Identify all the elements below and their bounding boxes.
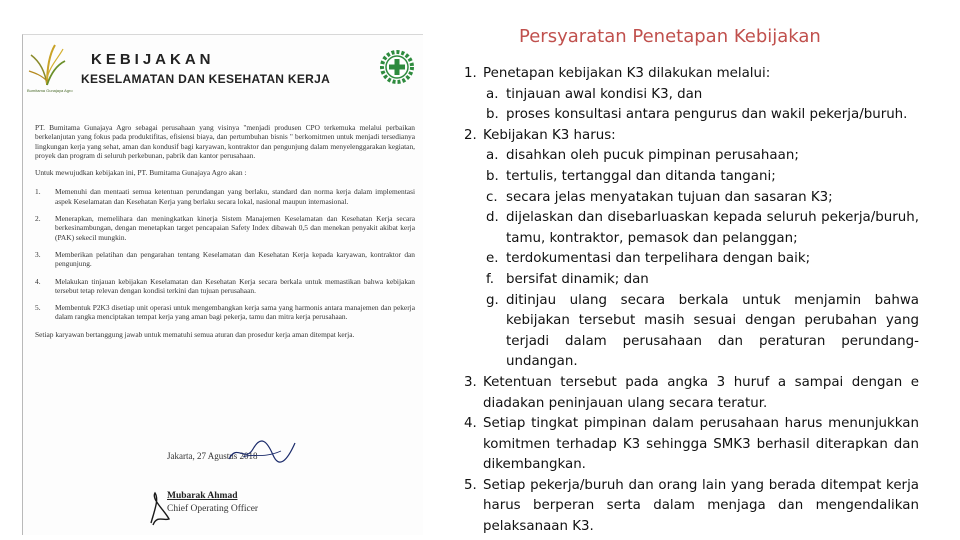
requirement-sub-letter: a. — [486, 86, 499, 102]
document-commitment-item — [35, 250, 415, 269]
palm-leaf-logo-icon — [27, 41, 67, 87]
requirements-list — [464, 64, 919, 538]
requirement-sub-item — [486, 146, 919, 167]
requirement-sub-item — [486, 85, 919, 106]
k3-logo — [379, 49, 419, 97]
requirement-number: 4. — [464, 416, 477, 432]
requirement-sub-item — [486, 249, 919, 270]
signer-name: Mubarak Ahmad — [167, 491, 238, 501]
document-title: KEBIJAKAN — [91, 51, 215, 68]
document-commitment-item — [35, 187, 415, 206]
document-subtitle: KESELAMATAN DAN KESEHATAN KERJA — [81, 72, 331, 86]
requirement-sub-text: secara jelas menyatakan tujuan dan sasaran K3; — [506, 189, 833, 205]
requirement-sub-text: tinjauan awal kondisi K3, dan — [506, 86, 703, 102]
requirement-text: Ketentuan tersebut pada angka 3 huruf a sampai dengan e diadakan peninjauan ulang secara teratur. — [483, 374, 919, 411]
company-logo — [27, 41, 71, 101]
requirement-sub-item — [486, 270, 919, 291]
requirement-sub-letter: f. — [486, 271, 494, 287]
requirement-sub-text: proses konsultasi antara pengurus dan wakil pekerja/buruh. — [506, 107, 908, 123]
document-commitments — [35, 187, 415, 321]
requirement-sub-text: terdokumentasi dan terpelihara dengan baik; — [506, 251, 811, 267]
company-logo-caption: Bumitama Gunajaya Agro — [27, 88, 73, 93]
document-commitment-item — [35, 303, 415, 322]
document-date: Jakarta, 27 Agustus 2018 — [167, 451, 258, 461]
requirement-sub-letter: d. — [486, 210, 499, 226]
document-commitment-text: Memenuhi dan mentaati semua ketentuan perundangan yang berlaku, standard dan norma kerja dalam implementasi aspek Keselamatan dan Kesehatan Kerja yang berlaku secara lokal, nasional maupun internasional. — [55, 187, 415, 206]
requirement-sub-letter: g. — [486, 292, 499, 308]
document-commitment-text: Memberikan pelatihan dan pengarahan tentang Keselamatan dan Kesehatan Kerja kepada karyawan, kontraktor dan pengunjung. — [55, 249, 415, 269]
document-commitment-text: Melakukan tinjauan kebijakan Keselamatan dan Kesehatan Kerja secara berkala untuk memastikan bahwa kebijakan tersebut tetap relevan dengan kondisi terkini dan tujuan perusahaan. — [55, 276, 415, 295]
requirement-sub-item — [486, 291, 919, 373]
requirement-text: Setiap tingkat pimpinan dalam perusahaan harus menunjukkan komitmen terhadap K3 sehingga SMK3 berhasil diterapkan dan dikembangkan. — [483, 416, 919, 473]
slide-title: Persyaratan Penetapan Kebijakan — [519, 26, 821, 47]
document-header — [23, 35, 423, 99]
requirement-sub-letter: a. — [486, 148, 499, 164]
document-commitment-number: 5. — [35, 303, 41, 313]
document-commitment-text: Membentuk P2K3 disetiap unit operasi untuk mengembangkan kerja sama yang harmonis antara manajemen dan pekerja dalam rangka menciptakan tempat kerja yang aman bagi pekerja, tamu dan mitra kerja perusahaan. — [55, 303, 415, 322]
requirement-item — [464, 64, 919, 126]
document-body — [35, 123, 415, 339]
requirement-sub-text: tertulis, tertanggal dan ditanda tangani; — [506, 168, 776, 184]
requirement-item — [464, 373, 919, 414]
requirement-sub-text: ditinjau ulang secara berkala untuk menjamin bahwa kebijakan tersebut masih sesuai dengan perubahan yang terjadi dalam perusahaan dan peraturan perundang-undangan. — [506, 292, 919, 370]
document-closing: Setiap karyawan bertanggung jawab untuk mematuhi semua aturan dan prosedur kerja aman ditempat kerja. — [35, 329, 355, 339]
requirement-sub-item — [486, 208, 919, 249]
requirement-sub-letter: b. — [486, 168, 499, 184]
requirement-text: Kebijakan K3 harus: — [483, 127, 616, 143]
requirement-sub-letter: b. — [486, 107, 499, 123]
requirement-sub-text: bersifat dinamik; dan — [506, 271, 649, 287]
safety-gear-cross-icon — [379, 49, 415, 85]
requirement-number: 2. — [464, 127, 477, 143]
signer-title: Chief Operating Officer — [167, 504, 259, 514]
requirement-sub-item — [486, 105, 919, 126]
requirement-text: Setiap pekerja/buruh dan orang lain yang berada ditempat kerja harus berperan serta dalam menjaga dan mengendalikan pelaksanaan K3. — [483, 477, 919, 535]
requirement-text: Penetapan kebijakan K3 dilakukan melalui: — [483, 66, 771, 81]
requirement-item — [464, 476, 919, 538]
requirement-sub-text: disahkan oleh pucuk pimpinan perusahaan; — [506, 148, 799, 164]
document-commitment-number: 4. — [35, 276, 41, 286]
requirement-sub-letter: e. — [486, 251, 499, 267]
policy-document — [22, 34, 423, 535]
document-commitment-item — [35, 214, 415, 242]
requirement-sub-item — [486, 188, 919, 209]
document-commitment-number: 3. — [35, 249, 41, 259]
requirement-item — [464, 414, 919, 476]
document-intro: PT. Bumitama Gunajaya Agro sebagai perusahaan yang visinya "menjadi produsen CPO terkemuka melalui perbaikan berkelanjutan yang fokus pada produktifitas, efisiensi biaya, dan pertumbuhan bisnis " berkomitmen untuk menjadi tersedianya lingkungan kerja yang sehat, aman dan kondusif bagi karyawan, kontraktor dan pengunjung dalam menyelenggarakan kegiatan, proyek dan program di seluruh perkebunan, pabrik dan kantor perusahaan. — [35, 123, 415, 160]
requirement-sub-item — [486, 167, 919, 188]
requirement-number: 5. — [464, 477, 477, 493]
document-commitment-number: 2. — [35, 214, 41, 224]
document-lead: Untuk mewujudkan kebijakan ini, PT. Bumitama Gunajaya Agro akan : — [35, 168, 247, 178]
document-commitment-text: Menerapkan, memelihara dan meningkatkan kinerja Sistem Manajemen Keselamatan dan Kesehatan Kerja secara berkesinambungan, dengan menetapkan target pencapaian Safety Index dibawah 0,5 dan menekan penyakit akibat kerja (PAK) sekecil mungkin. — [55, 214, 415, 242]
document-commitment-number: 1. — [35, 187, 41, 197]
requirement-sub-text: dijelaskan dan disebarluaskan kepada seluruh pekerja/buruh, tamu, kontraktor, pemasok dan pelanggan; — [506, 210, 919, 246]
requirement-item — [464, 126, 919, 373]
document-commitment-item — [35, 277, 415, 296]
requirement-number: 1. — [464, 66, 477, 81]
requirement-number: 3. — [464, 374, 477, 390]
signature-icon — [223, 437, 299, 467]
requirement-sub-letter: c. — [486, 189, 498, 205]
